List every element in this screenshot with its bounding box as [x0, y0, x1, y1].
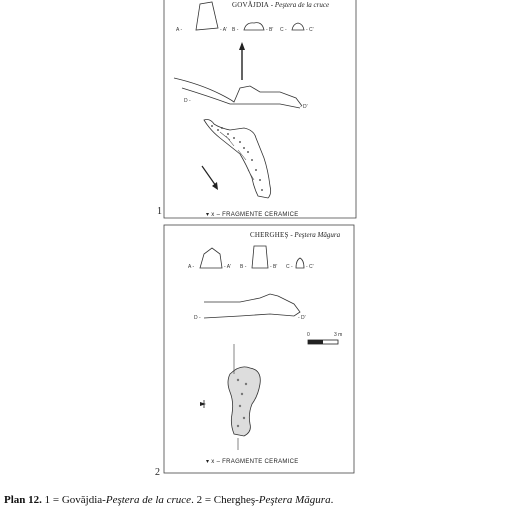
longitudinal-profile — [174, 78, 302, 108]
section-label: - B' — [266, 27, 274, 33]
plate-1-drawing — [160, 0, 358, 222]
plate-title: GOVĂJDIA - Peştera de la cruce — [232, 1, 330, 9]
section-label: D - — [194, 315, 201, 321]
legend: ▾ x – FRAGMENTE CERAMICE — [206, 212, 299, 218]
section-label: C - — [286, 264, 293, 270]
cross-section-c — [292, 23, 304, 30]
cave-plan — [228, 367, 260, 436]
figure-caption: Plan 12. 1 = Govăjdia-Peştera de la cruce. 2 = Chergheş-Peştera Măgura. — [4, 494, 334, 506]
section-label: - D' — [300, 104, 308, 110]
scale-bar — [308, 340, 338, 344]
legend: ▾ x – FRAGMENTE CERAMICE — [206, 459, 299, 465]
scale-label: 3 m — [334, 332, 343, 338]
section-label: - C' — [306, 27, 314, 33]
plate-2 — [155, 224, 358, 478]
section-label: - D' — [298, 315, 306, 321]
section-label: A - — [176, 27, 183, 33]
section-label: - C' — [306, 264, 314, 270]
plate-frame — [164, 225, 354, 473]
fragment-marker-icon: ▾ x — [206, 459, 215, 465]
legend-text: FRAGMENTE CERAMICE — [222, 459, 299, 465]
legend-text: FRAGMENTE CERAMICE — [222, 212, 299, 218]
section-label: B - — [232, 27, 239, 33]
caption-cave-1: Peştera de la cruce — [105, 494, 192, 506]
plate-number: 2 — [155, 467, 160, 478]
cross-section-b — [252, 246, 268, 268]
direction-arrow — [202, 166, 216, 186]
scale-zero-label: 0 — [307, 332, 310, 338]
section-label: B - — [240, 264, 247, 270]
cross-section-b — [244, 23, 264, 30]
plate-frame — [164, 0, 356, 218]
cave-name: Peştera Măgura — [294, 231, 341, 239]
caption-cave-2: Peştera Măgura — [258, 494, 331, 506]
cross-section-a — [200, 248, 222, 268]
section-label: C - — [280, 27, 287, 33]
cross-section-c — [296, 258, 304, 268]
site-title: CHERGHEŞ — [250, 231, 289, 239]
caption-lead: Plan 12. — [4, 494, 42, 506]
plate-2-drawing — [160, 224, 358, 476]
plate-number: 1 — [157, 206, 162, 217]
fragment-marker-icon: ▾ x — [206, 212, 215, 218]
section-label: A - — [188, 264, 195, 270]
longitudinal-profile — [204, 294, 300, 318]
plate-1 — [157, 0, 358, 222]
site-title: GOVĂJDIA — [232, 1, 269, 9]
section-label: - B' — [270, 264, 278, 270]
cross-section-a — [196, 2, 218, 30]
plate-title: CHERGHEŞ - Peştera Măgura — [250, 231, 341, 239]
cave-name: Peştera de la cruce — [274, 1, 330, 9]
section-label: - A' — [220, 27, 228, 33]
section-label: - A' — [224, 264, 232, 270]
section-label: D - — [184, 98, 191, 104]
